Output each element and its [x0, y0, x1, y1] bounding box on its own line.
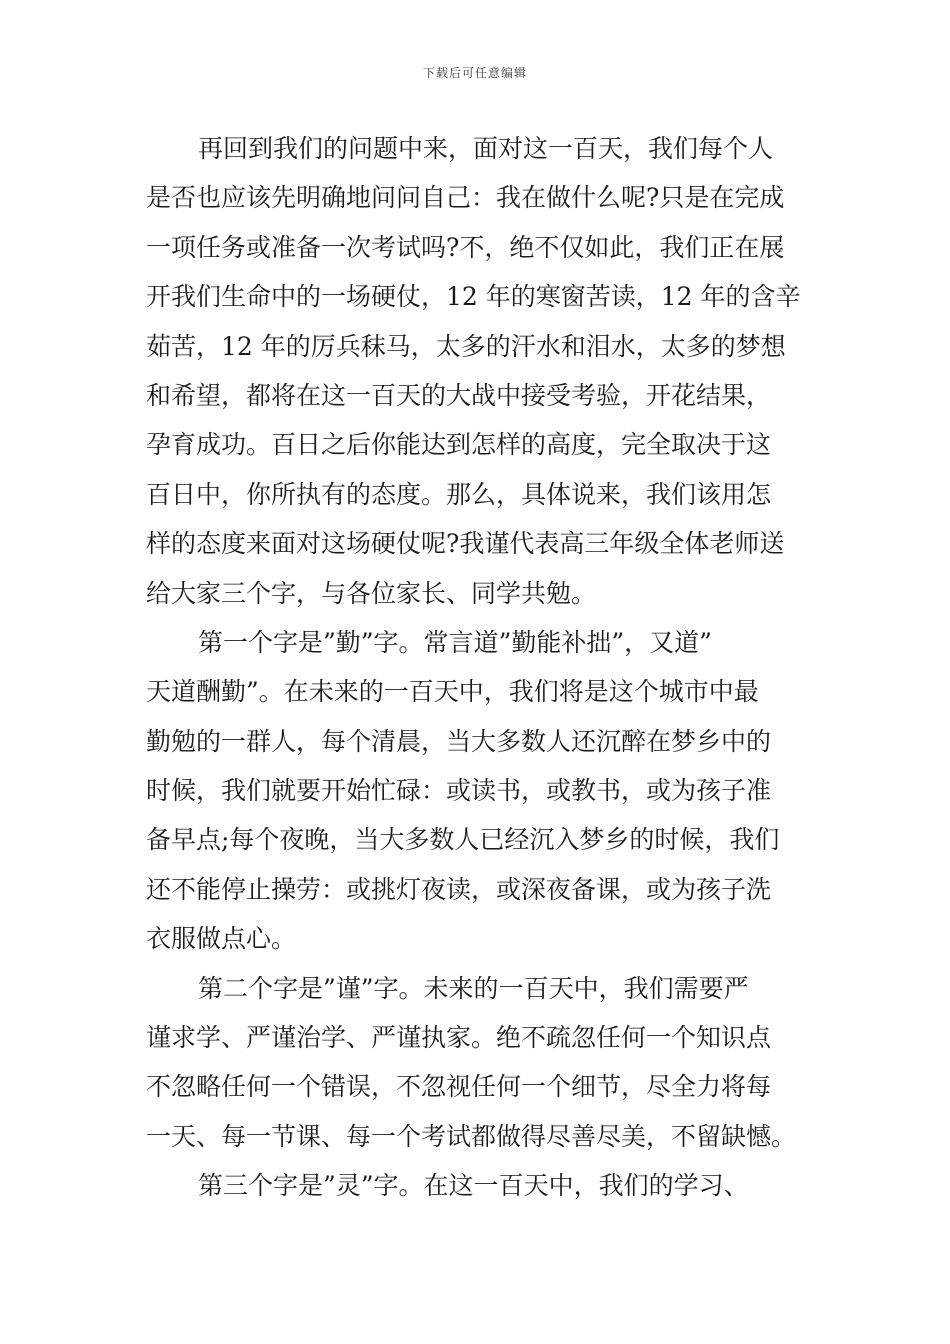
text-line: 衣服做点心。	[146, 924, 297, 954]
text-line: 勤勉的一群人，每个清晨，当大多数人还沉醉在梦乡中的	[146, 726, 772, 756]
text-line: 不忽略任何一个错误，不忽视任何一个细节，尽全力将每	[146, 1072, 772, 1102]
text-line: 给大家三个字，与各位家长、同学共勉。	[146, 578, 597, 608]
text-line: 和希望，都将在这一百天的大战中接受考验，开花结果，	[146, 380, 772, 410]
text-line: 样的态度来面对这场硬仗呢?我谨代表高三年级全体老师送	[146, 529, 785, 559]
text-line: 孕育成功。百日之后你能达到怎样的高度，完全取决于这	[146, 430, 772, 460]
text-line: 时候，我们就要开始忙碌：或读书，或教书，或为孩子准	[146, 776, 772, 806]
text-line: 是否也应该先明确地问问自己：我在做什么呢?只是在完成	[146, 183, 785, 213]
text-line: 第二个字是”谨”字。未来的一百天中，我们需要严	[198, 973, 749, 1003]
text-line: 还不能停止操劳：或挑灯夜读，或深夜备课，或为孩子洗	[146, 874, 772, 904]
text-line: 第一个字是”勤”字。常言道”勤能补拙”，又道”	[198, 627, 712, 657]
text-line: 谨求学、严谨治学、严谨执家。绝不疏忽任何一个知识点	[146, 1023, 772, 1053]
text-line: 再回到我们的问题中来，面对这一百天，我们每个人	[198, 134, 774, 163]
page-header: 下载后可任意编辑	[422, 66, 527, 80]
text-line: 一天、每一节课、每一个考试都做得尽善尽美，不留缺憾。	[146, 1121, 797, 1151]
text-line: 百日中，你所执有的态度。那么，具体说来，我们该用怎	[146, 479, 772, 509]
text-line: 天道酬勤”。在未来的一百天中，我们将是这个城市中最	[146, 677, 759, 707]
text-line: 开我们生命中的一场硬仗，12 年的寒窗苦读，12 年的含辛	[146, 282, 801, 312]
text-line: 茹苦，12 年的厉兵秣马，太多的汗水和泪水，太多的梦想	[146, 331, 786, 361]
text-line: 一项任务或准备一次考试吗?不，绝不仅如此，我们正在展	[146, 232, 785, 262]
document-body	[146, 124, 806, 1211]
text-line: 第三个字是”灵”字。在这一百天中，我们的学习、	[198, 1171, 749, 1201]
text-line: 备早点;每个夜晚，当大多数人已经沉入梦乡的时候，我们	[146, 825, 780, 855]
